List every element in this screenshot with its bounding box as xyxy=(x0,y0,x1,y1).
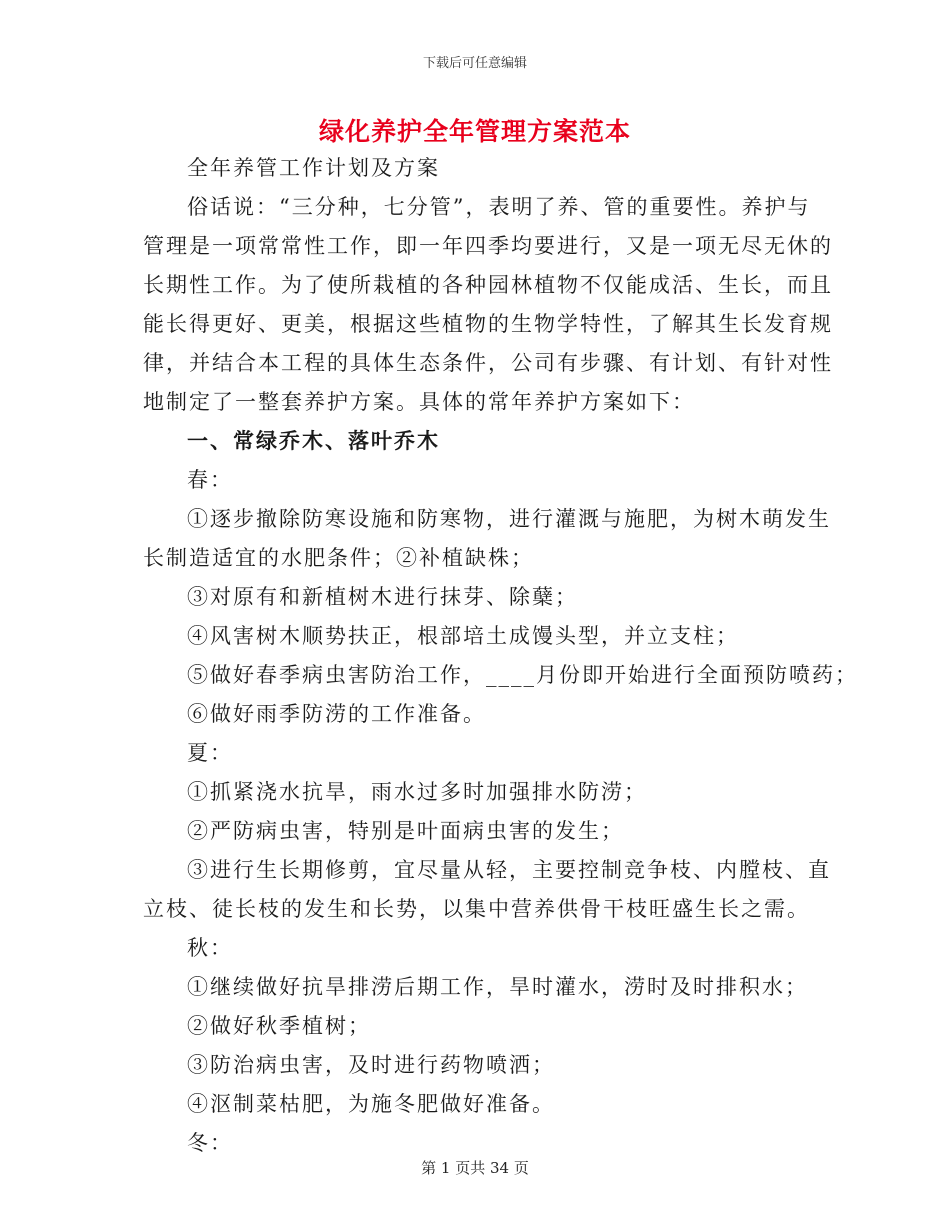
season-label-spring: 春： xyxy=(187,468,233,492)
list-item: ③对原有和新植树木进行抹芽、除蘖； xyxy=(187,585,578,609)
list-item: 立枝、徒长枝的发生和长势，以集中营养供骨干枝旺盛生长之需。 xyxy=(143,897,810,921)
list-item: ②做好秋季植树； xyxy=(187,1014,371,1038)
list-item: ⑥做好雨季防涝的工作准备。 xyxy=(187,702,486,726)
list-item: ①逐步撤除防寒设施和防寒物，进行灌溉与施肥，为树木萌发生 xyxy=(187,507,831,531)
list-item: ③防治病虫害，及时进行药物喷洒； xyxy=(187,1053,555,1077)
page-header: 下载后可任意编辑 xyxy=(422,56,527,71)
list-item: ④沤制菜枯肥，为施冬肥做好准备。 xyxy=(187,1092,555,1116)
season-label-winter: 冬： xyxy=(187,1131,233,1155)
list-item: ⑤做好春季病虫害防治工作，____月份即开始进行全面预防喷药； xyxy=(187,663,858,687)
page-footer: 第 1 页共 34 页 xyxy=(421,1159,529,1177)
season-label-summer: 夏： xyxy=(187,741,233,765)
subtitle: 全年养管工作计划及方案 xyxy=(187,156,440,180)
paragraph-line: 管理是一项常常性工作，即一年四季均要进行，又是一项无尽无休的 xyxy=(143,234,833,258)
list-item: ③进行生长期修剪，宜尽量从轻，主要控制竞争枝、内膛枝、直 xyxy=(187,858,831,882)
section-heading: 一、常绿乔木、落叶乔木 xyxy=(187,428,440,453)
paragraph-line: 能长得更好、更美，根据这些植物的生物学特性，了解其生长发育规 xyxy=(143,312,833,336)
list-item: ①抓紧浇水抗旱，雨水过多时加强排水防涝； xyxy=(187,780,647,804)
list-item: ②严防病虫害，特别是叶面病虫害的发生； xyxy=(187,819,624,843)
list-item: ④风害树木顺势扶正，根部培土成馒头型，并立支柱； xyxy=(187,624,739,648)
paragraph-line: 律，并结合本工程的具体生态条件，公司有步骤、有计划、有针对性 xyxy=(143,351,833,375)
list-item: ①继续做好抗旱排涝后期工作，旱时灌水，涝时及时排积水； xyxy=(187,975,808,999)
paragraph-line: 地制定了一整套养护方案。具体的常年养护方案如下： xyxy=(143,390,695,414)
document-body xyxy=(143,150,858,1161)
document-title: 绿化养护全年管理方案范本 xyxy=(318,117,631,146)
list-item: 长制造适宜的水肥条件；②补植缺株； xyxy=(143,546,534,570)
paragraph-line: 俗话说：“三分种，七分管”，表明了养、管的重要性。养护与 xyxy=(187,195,811,219)
season-label-autumn: 秋： xyxy=(187,936,233,960)
paragraph-line: 长期性工作。为了使所栽植的各种园林植物不仅能成活、生长，而且 xyxy=(143,273,833,297)
